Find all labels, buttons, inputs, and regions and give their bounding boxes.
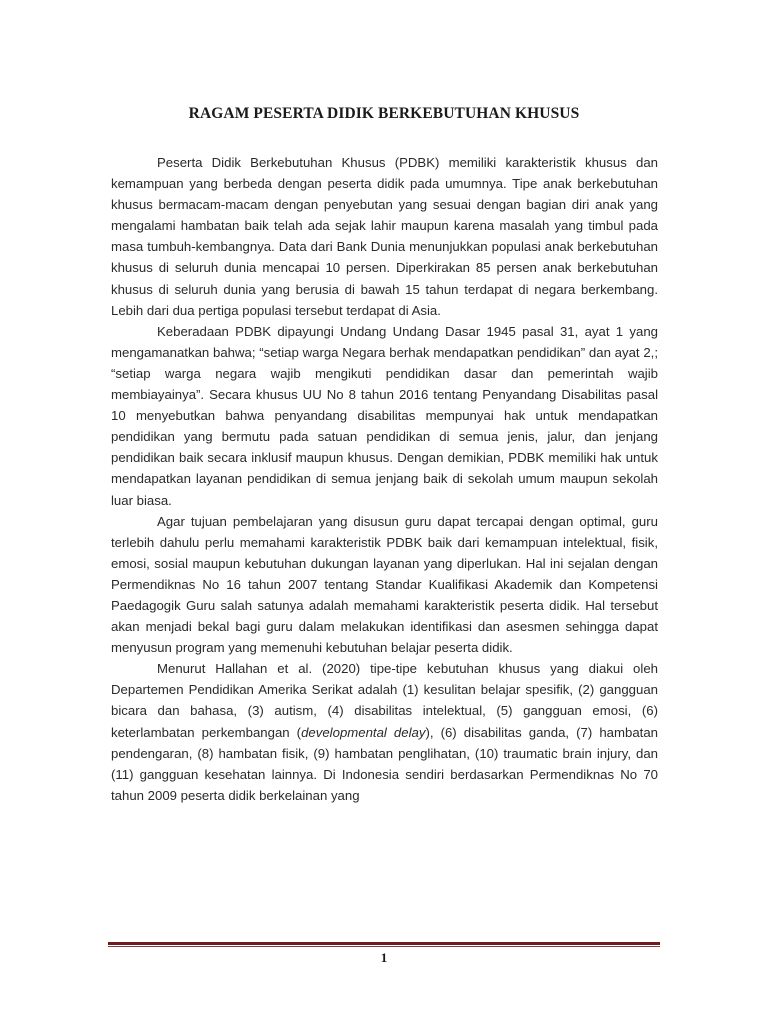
footer-rule <box>108 942 660 948</box>
paragraph-2: Keberadaan PDBK dipayungi Undang Undang Dasar 1945 pasal 31, ayat 1 yang mengamanatkan bahwa; “setiap warga Negara berhak mendapatkan pendidikan” dan ayat 2,; “setiap warga negara wajib mengikuti pendidikan dasar dan pemerintah wajib membiayainya”. Secara khusus UU No 8 tahun 2016 tentang Penyandang Disabilitas pasal 10 menyebutkan bahwa penyandang disabilitas mempunyai hak untuk mendapatkan pendidikan yang bermutu pada satuan pendidikan di semua jenis, jalur, dan jenjang pendidikan baik secara inklusif maupun khusus. Dengan demikian, PDBK memiliki hak untuk mendapatkan layanan pendidikan di semua jenjang baik di sekolah umum maupun sekolah luar biasa. <box>111 323 658 508</box>
document-body <box>111 152 658 806</box>
paragraph-4-text-start: Menurut Hallahan et al. (2020) tipe-tipe kebutuhan khusus yang diakui oleh Departemen Pendidikan Amerika Serikat adalah (1) kesulitan belajar spesifik, (2) gangguan bicara dan bahasa, (3) autism, (4) disabilitas intelektual, (5) gangguan emosi, (6) keterlambatan perkembangan ( <box>111 661 658 740</box>
paragraph-4-text-end: ), (6) disabilitas ganda, (7) hambatan pendengaran, (8) hambatan fisik, (9) hambatan penglihatan, (10) traumatic brain injury, dan (11) gangguan kesehatan lainnya. Di Indonesia sendiri berdasarkan Permendiknas No 70 tahun 2009 peserta didik berkelainan yang <box>111 724 658 803</box>
paragraph-4 <box>111 658 658 806</box>
footer-rule-thick <box>108 942 660 945</box>
page-number: 1 <box>380 950 388 965</box>
document-title: RAGAM PESERTA DIDIK BERKEBUTUHAN KHUSUS <box>188 105 580 122</box>
paragraph-1: Peserta Didik Berkebutuhan Khusus (PDBK) memiliki karakteristik khusus dan kemampuan yang berbeda dengan peserta didik pada umumnya. Tipe anak berkebutuhan khusus bermacam-macam dengan penyebutan yang sesuai dengan bagian diri anak yang mengalami hambatan baik telah ada sejak lahir maupun karena masalah yang timbul pada masa tumbuh-kembangnya. Data dari Bank Dunia menunjukkan populasi anak berkebutuhan khusus di seluruh dunia mencapai 10 persen. Diperkirakan 85 persen anak berkebutuhan khusus di seluruh dunia yang berusia di bawah 15 tahun terdapat di negara berkembang. Lebih dari dua pertiga populasi tersebut terdapat di Asia. <box>111 155 658 318</box>
paragraph-4-italic-term: developmental delay <box>301 724 426 740</box>
footer-rule-thin <box>108 946 660 947</box>
paragraph-3: Agar tujuan pembelajaran yang disusun guru dapat tercapai dengan optimal, guru terlebih dahulu perlu memahami karakteristik PDBK baik dari kemampuan intelektual, fisik, emosi, sosial maupun kebutuhan dukungan layanan yang diperlukan. Hal ini sejalan dengan Permendiknas No 16 tahun 2007 tentang Standar Kualifikasi Akademik dan Kompetensi Paedagogik Guru salah satunya adalah memahami karakteristik peserta didik. Hal tersebut akan menjadi bekal bagi guru dalam melakukan identifikasi dan asesmen sehingga dapat menyusun program yang memenuhi kebutuhan belajar peserta didik. <box>111 513 658 656</box>
